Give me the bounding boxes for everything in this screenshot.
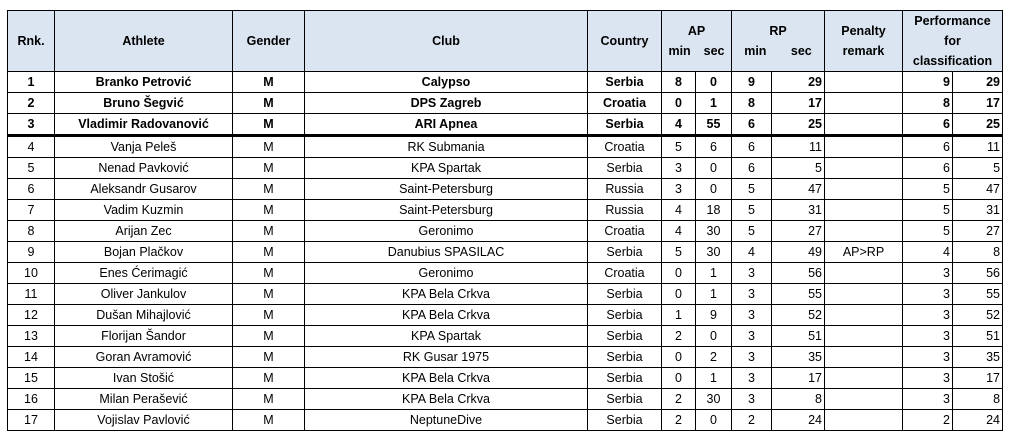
cell-club: KPA Spartak [305,326,588,347]
cell-country: Serbia [588,410,662,431]
cell-country: Serbia [588,368,662,389]
cell-athlete: Oliver Jankulov [55,284,233,305]
cell-rp-min: 8 [732,93,772,114]
table-row [8,410,1003,431]
header-ap [662,11,732,72]
cell-club: Calypso [305,72,588,93]
cell-ap-sec: 2 [696,347,732,368]
cell-country: Croatia [588,93,662,114]
cell-gender: M [233,284,305,305]
cell-ap-min: 0 [662,284,696,305]
cell-athlete: Aleksandr Gusarov [55,179,233,200]
cell-rp-sec: 27 [772,221,825,242]
cell-ap-min: 4 [662,200,696,221]
cell-athlete: Ivan Stošić [55,368,233,389]
cell-rp-sec: 25 [772,114,825,136]
cell-gender: M [233,389,305,410]
cell-athlete: Goran Avramović [55,347,233,368]
cell-country: Serbia [588,347,662,368]
table-row [8,263,1003,284]
cell-penalty [825,72,903,93]
cell-gender: M [233,136,305,158]
table-row [8,158,1003,179]
cell-rank: 6 [8,179,55,200]
cell-athlete: Milan Perašević [55,389,233,410]
cell-rank: 8 [8,221,55,242]
cell-club: RK Submania [305,136,588,158]
cell-athlete: Vadim Kuzmin [55,200,233,221]
cell-rank: 14 [8,347,55,368]
cell-club: Danubius SPASILAC [305,242,588,263]
cell-ap-sec: 55 [696,114,732,136]
cell-rank: 13 [8,326,55,347]
cell-athlete: Vojislav Pavlović [55,410,233,431]
cell-rp-sec: 49 [772,242,825,263]
cell-rp-sec: 56 [772,263,825,284]
cell-ap-min: 2 [662,389,696,410]
cell-rp-sec: 55 [772,284,825,305]
header-rp-sec: sec [790,44,812,58]
header-rank: Rnk. [8,11,55,72]
cell-gender: M [233,93,305,114]
cell-club: NeptuneDive [305,410,588,431]
cell-club: KPA Bela Crkva [305,368,588,389]
cell-perf-sec: 24 [953,410,1003,431]
cell-athlete: Dušan Mihajlović [55,305,233,326]
cell-gender: M [233,114,305,136]
cell-gender: M [233,158,305,179]
cell-ap-min: 4 [662,114,696,136]
cell-country: Croatia [588,263,662,284]
cell-rp-min: 3 [732,326,772,347]
cell-country: Serbia [588,284,662,305]
cell-perf-sec: 17 [953,93,1003,114]
header-rp-min: min [744,44,767,58]
cell-country: Russia [588,179,662,200]
cell-penalty [825,200,903,221]
cell-penalty [825,114,903,136]
cell-rp-min: 3 [732,368,772,389]
cell-country: Croatia [588,136,662,158]
cell-perf-min: 5 [903,179,953,200]
cell-rp-sec: 17 [772,93,825,114]
cell-ap-sec: 9 [696,305,732,326]
cell-perf-sec: 47 [953,179,1003,200]
cell-perf-sec: 8 [953,389,1003,410]
header-club: Club [305,11,588,72]
cell-perf-sec: 55 [953,284,1003,305]
cell-perf-min: 3 [903,368,953,389]
cell-penalty [825,221,903,242]
cell-rp-min: 6 [732,158,772,179]
cell-athlete: Bojan Plačkov [55,242,233,263]
cell-perf-min: 3 [903,263,953,284]
cell-rank: 15 [8,368,55,389]
cell-gender: M [233,263,305,284]
header-penalty: Penalty remark [825,11,903,72]
cell-rp-sec: 5 [772,158,825,179]
cell-rank: 5 [8,158,55,179]
cell-rp-sec: 8 [772,389,825,410]
cell-ap-sec: 1 [696,93,732,114]
cell-club: KPA Bela Crkva [305,305,588,326]
cell-rank: 2 [8,93,55,114]
cell-club: Geronimo [305,263,588,284]
table-row [8,305,1003,326]
cell-penalty [825,389,903,410]
header-gender: Gender [233,11,305,72]
cell-perf-sec: 17 [953,368,1003,389]
table-row [8,200,1003,221]
cell-rank: 16 [8,389,55,410]
cell-perf-min: 6 [903,136,953,158]
cell-rp-sec: 35 [772,347,825,368]
cell-club: KPA Spartak [305,158,588,179]
cell-perf-sec: 35 [953,347,1003,368]
cell-perf-min: 9 [903,72,953,93]
cell-athlete: Vanja Peleš [55,136,233,158]
cell-rank: 9 [8,242,55,263]
cell-rp-min: 5 [732,221,772,242]
header-rp-label: RP [769,24,787,38]
cell-country: Serbia [588,389,662,410]
cell-club: Geronimo [305,221,588,242]
cell-perf-min: 8 [903,93,953,114]
cell-penalty [825,284,903,305]
cell-club: ARI Apnea [305,114,588,136]
header-row [8,11,1003,72]
cell-penalty [825,158,903,179]
cell-rank: 3 [8,114,55,136]
cell-ap-min: 2 [662,326,696,347]
cell-ap-min: 5 [662,242,696,263]
cell-perf-min: 3 [903,326,953,347]
cell-ap-min: 0 [662,347,696,368]
cell-ap-sec: 1 [696,284,732,305]
cell-ap-sec: 18 [696,200,732,221]
cell-ap-min: 0 [662,93,696,114]
table-row [8,221,1003,242]
cell-penalty: AP>RP [825,242,903,263]
cell-rp-min: 5 [732,179,772,200]
cell-club: KPA Bela Crkva [305,284,588,305]
cell-perf-min: 3 [903,347,953,368]
table-row [8,136,1003,158]
cell-gender: M [233,72,305,93]
cell-ap-min: 4 [662,221,696,242]
cell-athlete: Bruno Šegvić [55,93,233,114]
cell-club: Saint-Petersburg [305,200,588,221]
cell-perf-sec: 56 [953,263,1003,284]
cell-ap-sec: 1 [696,368,732,389]
cell-ap-min: 0 [662,368,696,389]
cell-gender: M [233,368,305,389]
table-row [8,326,1003,347]
cell-perf-sec: 52 [953,305,1003,326]
cell-perf-sec: 27 [953,221,1003,242]
table-row [8,368,1003,389]
cell-ap-sec: 0 [696,179,732,200]
cell-rank: 17 [8,410,55,431]
cell-penalty [825,347,903,368]
cell-perf-sec: 31 [953,200,1003,221]
cell-ap-min: 1 [662,305,696,326]
cell-athlete: Florijan Šandor [55,326,233,347]
cell-rank: 10 [8,263,55,284]
cell-rp-min: 6 [732,114,772,136]
cell-country: Serbia [588,242,662,263]
cell-perf-sec: 29 [953,72,1003,93]
cell-penalty [825,179,903,200]
cell-perf-min: 3 [903,284,953,305]
cell-country: Serbia [588,326,662,347]
cell-athlete: Nenad Pavković [55,158,233,179]
cell-rp-sec: 29 [772,72,825,93]
header-ap-sec: sec [703,44,725,58]
cell-ap-sec: 30 [696,389,732,410]
cell-rank: 12 [8,305,55,326]
cell-ap-min: 0 [662,263,696,284]
cell-rank: 4 [8,136,55,158]
cell-perf-min: 4 [903,242,953,263]
cell-perf-min: 6 [903,114,953,136]
cell-penalty [825,263,903,284]
cell-rp-min: 3 [732,284,772,305]
cell-athlete: Enes Ćerimagić [55,263,233,284]
results-table [7,10,1003,431]
cell-rp-min: 9 [732,72,772,93]
header-performance: Performance for classification [903,11,1003,72]
cell-ap-min: 8 [662,72,696,93]
cell-club: KPA Bela Crkva [305,389,588,410]
cell-ap-sec: 0 [696,410,732,431]
cell-rp-min: 6 [732,136,772,158]
header-athlete: Athlete [55,11,233,72]
cell-rp-min: 5 [732,200,772,221]
table-row [8,93,1003,114]
cell-ap-sec: 30 [696,242,732,263]
cell-gender: M [233,200,305,221]
table-row [8,284,1003,305]
cell-perf-min: 5 [903,200,953,221]
cell-club: RK Gusar 1975 [305,347,588,368]
cell-country: Russia [588,200,662,221]
table-row [8,114,1003,136]
cell-perf-min: 5 [903,221,953,242]
cell-perf-min: 3 [903,305,953,326]
cell-athlete: Branko Petrović [55,72,233,93]
cell-athlete: Vladimir Radovanović [55,114,233,136]
cell-ap-sec: 6 [696,136,732,158]
cell-rp-sec: 47 [772,179,825,200]
cell-rp-sec: 24 [772,410,825,431]
cell-penalty [825,326,903,347]
cell-ap-min: 2 [662,410,696,431]
cell-ap-sec: 0 [696,158,732,179]
cell-club: Saint-Petersburg [305,179,588,200]
cell-penalty [825,305,903,326]
cell-perf-sec: 8 [953,242,1003,263]
cell-rp-sec: 51 [772,326,825,347]
cell-penalty [825,410,903,431]
cell-gender: M [233,221,305,242]
cell-penalty [825,93,903,114]
cell-country: Serbia [588,72,662,93]
cell-rp-min: 3 [732,347,772,368]
cell-athlete: Arijan Zec [55,221,233,242]
cell-country: Serbia [588,158,662,179]
cell-rp-min: 3 [732,263,772,284]
table-row [8,242,1003,263]
cell-country: Serbia [588,305,662,326]
cell-rank: 7 [8,200,55,221]
cell-rp-min: 3 [732,389,772,410]
cell-rank: 1 [8,72,55,93]
table-row [8,347,1003,368]
results-body [8,72,1003,431]
cell-rp-min: 2 [732,410,772,431]
cell-perf-sec: 25 [953,114,1003,136]
cell-rp-sec: 17 [772,368,825,389]
table-row [8,389,1003,410]
cell-rp-min: 3 [732,305,772,326]
cell-rp-sec: 52 [772,305,825,326]
cell-ap-sec: 0 [696,72,732,93]
cell-perf-sec: 51 [953,326,1003,347]
table-row [8,72,1003,93]
cell-gender: M [233,179,305,200]
cell-ap-sec: 0 [696,326,732,347]
header-country: Country [588,11,662,72]
cell-gender: M [233,242,305,263]
cell-gender: M [233,326,305,347]
cell-club: DPS Zagreb [305,93,588,114]
cell-perf-min: 2 [903,410,953,431]
cell-rp-sec: 11 [772,136,825,158]
cell-gender: M [233,305,305,326]
cell-country: Serbia [588,114,662,136]
cell-rank: 11 [8,284,55,305]
cell-gender: M [233,347,305,368]
cell-gender: M [233,410,305,431]
cell-perf-sec: 5 [953,158,1003,179]
table-row [8,179,1003,200]
cell-ap-sec: 1 [696,263,732,284]
cell-country: Croatia [588,221,662,242]
header-rp [732,11,825,72]
cell-perf-min: 6 [903,158,953,179]
cell-rp-min: 4 [732,242,772,263]
cell-rp-sec: 31 [772,200,825,221]
cell-ap-min: 5 [662,136,696,158]
cell-ap-min: 3 [662,179,696,200]
header-ap-label: AP [687,24,706,38]
cell-perf-min: 3 [903,389,953,410]
header-ap-min: min [668,44,691,58]
cell-ap-sec: 30 [696,221,732,242]
cell-perf-sec: 11 [953,136,1003,158]
cell-ap-min: 3 [662,158,696,179]
cell-penalty [825,368,903,389]
cell-penalty [825,136,903,158]
